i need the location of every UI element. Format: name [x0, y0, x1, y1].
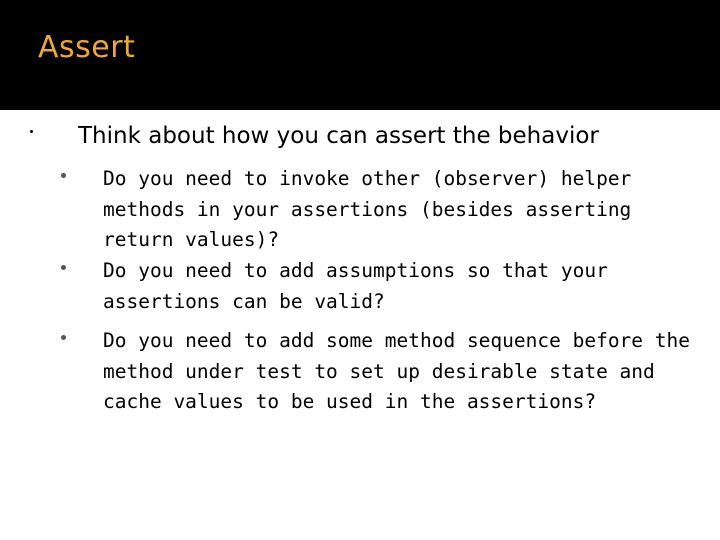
main-bullet-icon [30, 130, 33, 133]
sub-bullet-text: Do you need to add some method sequence before the method under test to set up desirable state and cache values to be used in the assertions? [103, 329, 690, 413]
sub-bullet-text: Do you need to add assumptions so that your assertions can be valid? [103, 259, 608, 313]
title-bar [0, 0, 720, 110]
sub-bullet-icon [61, 173, 66, 178]
slide-title: Assert [38, 30, 136, 65]
sub-bullet-text: Do you need to invoke other (observer) helper methods in your assertions (besides asserting return values)? [103, 167, 632, 251]
sub-bullet-icon [61, 265, 66, 270]
main-bullet-text: Think about how you can assert the behavior [78, 123, 599, 149]
sub-bullet-icon [61, 335, 66, 340]
